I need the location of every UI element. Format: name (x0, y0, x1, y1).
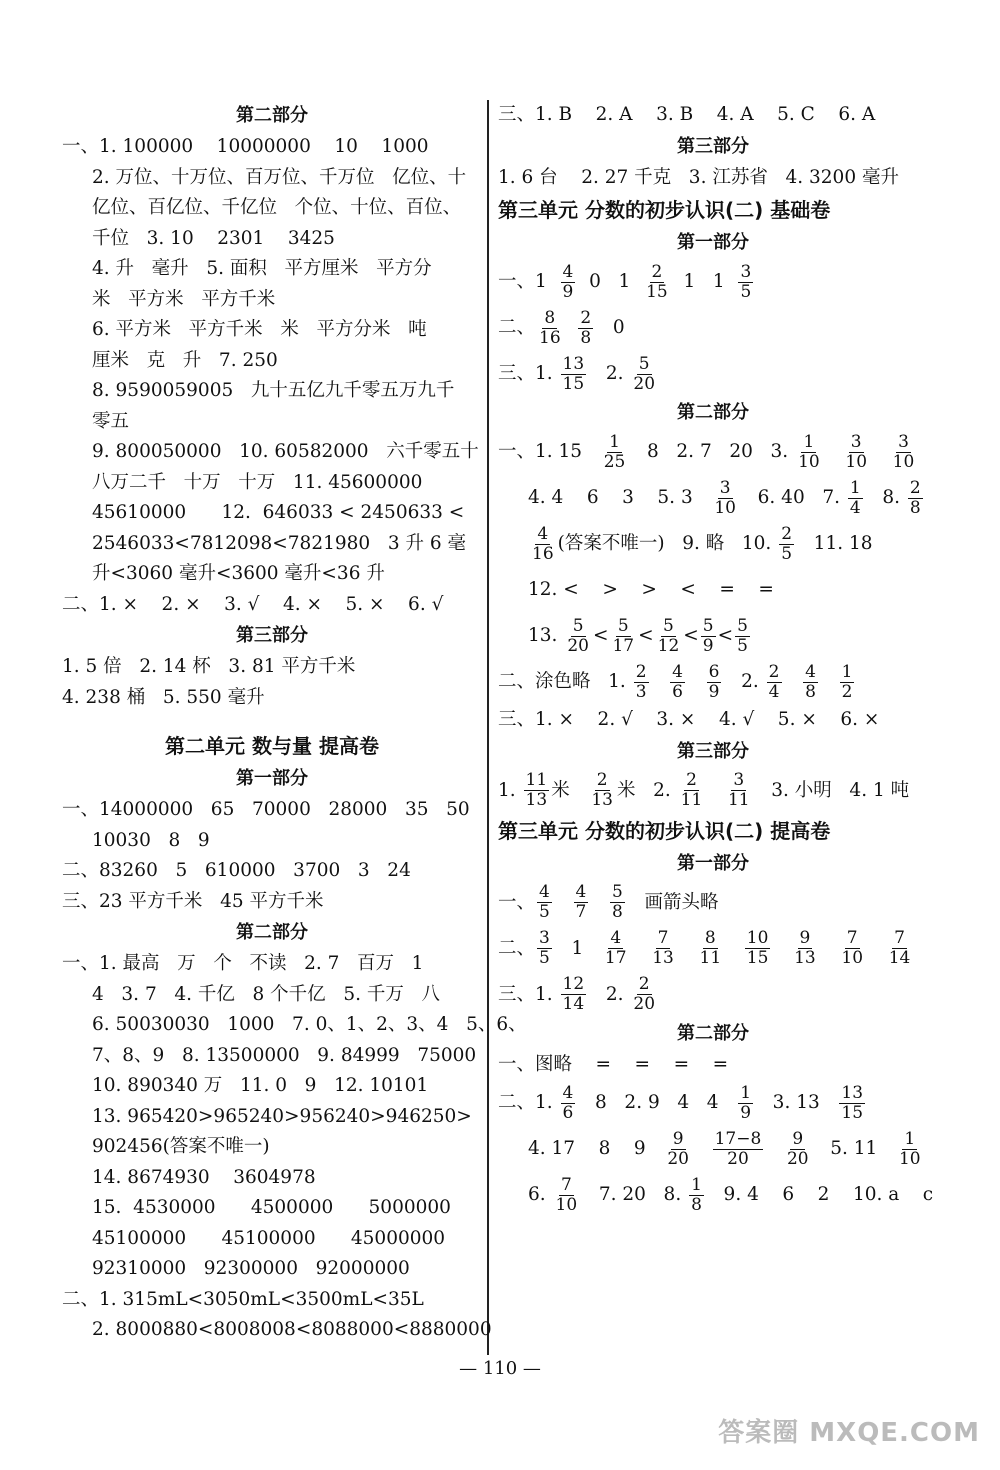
denominator: 5 (737, 635, 748, 656)
fraction (561, 975, 587, 1014)
numerator: 9 (792, 1128, 804, 1149)
text: 二、 (498, 937, 536, 959)
answer-line: 4 3. 7 4. 千亿 8 个千亿 5. 千万 八 (92, 983, 440, 1005)
numerator: 2 (580, 307, 592, 328)
numerator: 9 (799, 928, 811, 948)
text: 二、涂色略 1. (498, 671, 632, 692)
denominator: 8 (909, 497, 921, 518)
denominator: 10 (841, 948, 864, 968)
answer-line (498, 613, 928, 659)
fraction (554, 1176, 580, 1215)
denominator: 14 (562, 994, 585, 1014)
answer-line: 10. 890340 万 11. 0 9 12. 10101 (92, 1075, 429, 1096)
denominator: 12 (657, 635, 680, 656)
fraction (713, 1130, 764, 1169)
answer-line: 亿位、百亿位、千亿位 个位、十位、百位、 (92, 197, 462, 218)
denominator: 17 (612, 635, 635, 656)
page-number: — 110 — (459, 1358, 541, 1379)
answer-line: 千位 3. 10 2301 3425 (92, 227, 335, 249)
right-column (498, 100, 934, 1218)
text (871, 441, 889, 462)
denominator: 9 (562, 281, 574, 302)
section-heading: 第三部分 (677, 135, 749, 157)
text: 12. < > > < = = (528, 579, 774, 600)
answer-line: 八万二千 十万 十万 11. 45600000 (92, 471, 423, 493)
answer-line: 902456(答案不唯一) (92, 1136, 270, 1157)
fraction (698, 929, 724, 968)
denominator: 20 (727, 1148, 749, 1169)
answer-line: 2546033<7812098<7821980 3 升 6 毫 (92, 532, 467, 554)
numerator: 5 (663, 615, 674, 636)
fraction (561, 1084, 576, 1123)
answer-line: 7、8、9 8. 13500000 9. 84999 75000 (92, 1044, 477, 1066)
numerator: 12 (562, 974, 585, 994)
fraction (578, 309, 593, 348)
text: 6. 40 7. (740, 487, 846, 508)
answer-line (498, 259, 928, 305)
denominator: 25 (603, 451, 626, 472)
answer-line: 45100000 45100000 45000000 (92, 1227, 446, 1249)
text: 画箭头略 (626, 891, 719, 913)
denominator: 2 (841, 681, 853, 702)
fraction (537, 309, 563, 348)
answer-line (498, 1126, 928, 1172)
denominator: 15 (562, 373, 585, 394)
answer-line: 8. 9590059005 九十五亿九千零五万九千 (92, 380, 455, 401)
denominator: 10 (892, 451, 915, 472)
numerator: 1 (803, 431, 815, 452)
numerator: 1 (609, 431, 620, 452)
fraction (610, 883, 625, 922)
text (725, 938, 743, 959)
text (772, 938, 790, 959)
denominator: 5 (740, 281, 752, 302)
numerator: 5 (572, 615, 584, 636)
text: 米 (551, 779, 588, 801)
numerator: 1 (841, 661, 853, 682)
text: 二、 (498, 317, 536, 338)
numerator: 5 (737, 615, 748, 636)
text (590, 892, 608, 913)
denominator: 6 (562, 1102, 574, 1123)
fraction (689, 1176, 704, 1215)
denominator: 8 (580, 327, 592, 348)
answer-line (498, 768, 928, 814)
fraction (712, 479, 738, 518)
denominator: 9 (702, 635, 714, 656)
answer-line: 二、1. 315mL<3050mL<3500mL<35L (62, 1288, 424, 1310)
answer-line: 一、14000000 65 70000 28000 35 50 (62, 799, 470, 820)
answer-line (498, 1172, 934, 1218)
answer-line (498, 521, 928, 567)
fraction (843, 433, 869, 472)
text: < (592, 625, 609, 646)
text: 0 (595, 317, 625, 338)
denominator: 10 (898, 1148, 921, 1169)
numerator: 4 (610, 928, 622, 948)
answer-line: 92310000 92300000 92000000 (92, 1258, 410, 1279)
numerator: 2 (909, 477, 921, 498)
text: 1. (498, 779, 522, 801)
denominator: 4 (849, 497, 861, 518)
text: 1 (553, 937, 601, 959)
answer-line: 二、83260 5 610000 3700 3 24 (62, 860, 411, 881)
denominator: 16 (532, 543, 554, 564)
text: (答案不唯一) 9. 略 10. (557, 533, 778, 554)
unit-title: 第三单元 分数的初步认识(二) 基础卷 (498, 198, 831, 222)
denominator: 14 (888, 948, 911, 968)
numerator: 17−8 (714, 1128, 762, 1149)
denominator: 3 (635, 681, 647, 702)
denominator: 11 (699, 948, 722, 968)
denominator: 9 (708, 681, 720, 702)
fraction (726, 771, 752, 810)
numerator: 2 (635, 661, 647, 682)
unit-title: 第三单元 分数的初步认识(二) 提高卷 (498, 818, 831, 843)
fraction (670, 663, 685, 702)
answer-line: 1. 5 倍 2. 14 杯 3. 81 平方千米 (62, 656, 356, 677)
numerator: 4 (539, 882, 550, 902)
text (784, 671, 802, 692)
fraction (631, 975, 657, 1014)
text (693, 1138, 711, 1159)
text: 6. (528, 1184, 552, 1205)
text: 4. 4 6 3 5. 3 (528, 487, 711, 508)
denominator: 17 (604, 948, 627, 968)
fraction (650, 929, 676, 968)
denominator: 20 (786, 1148, 809, 1169)
watermark: 答案圈 MXQE.COM (718, 1418, 980, 1448)
denominator: 11 (727, 790, 750, 810)
answer-line: 一、1. 100000 10000000 10 1000 (62, 136, 429, 157)
answer-line: 1. 6 台 2. 27 千克 3. 江苏省 4. 3200 毫升 (498, 166, 899, 188)
text: 二、1. (498, 1092, 559, 1113)
fraction (524, 771, 550, 810)
denominator: 10 (555, 1194, 578, 1215)
numerator: 5 (638, 353, 650, 374)
fraction (530, 525, 556, 564)
fraction (644, 263, 670, 302)
numerator: 7 (894, 928, 905, 948)
answer-line: 13. 965420>965240>956240>946250> (92, 1105, 472, 1127)
fraction (785, 1130, 811, 1169)
fraction (908, 479, 923, 518)
denominator: 8 (805, 681, 816, 702)
denominator: 13 (652, 948, 674, 968)
fraction (561, 355, 587, 394)
denominator: 5 (539, 948, 550, 968)
numerator: 7 (846, 928, 858, 948)
text: 13. (528, 625, 564, 646)
unit-title: 第二单元 数与量 提高卷 (165, 734, 379, 758)
fraction (803, 663, 818, 702)
denominator: 13 (794, 948, 816, 968)
numerator: 4 (805, 661, 816, 682)
numerator: 3 (719, 477, 731, 498)
denominator: 20 (567, 635, 589, 656)
text (820, 938, 838, 959)
fraction (735, 617, 750, 656)
fraction (561, 263, 576, 302)
denominator: 8 (691, 1194, 702, 1215)
section-heading: 第一部分 (677, 232, 749, 253)
text (565, 317, 577, 338)
fraction (679, 771, 705, 810)
numerator: 3 (539, 928, 550, 948)
denominator: 20 (667, 1148, 689, 1169)
denominator: 5 (539, 902, 550, 922)
answer-line: 6. 50030030 1000 7. 0、1、2、3、4 5、6、 (92, 1014, 527, 1035)
text: 0 1 (577, 271, 643, 292)
answer-line (498, 926, 928, 972)
text: 8 2. 7 20 3. (629, 441, 795, 462)
denominator: 20 (633, 994, 656, 1014)
answer-line: 二、1. × 2. × 3. √ 4. × 5. × 6. √ (62, 593, 444, 615)
numerator: 7 (560, 1174, 572, 1195)
answer-line: 4. 升 毫升 5. 面积 平方厘米 平方分 (92, 258, 432, 279)
text (651, 671, 669, 692)
answer-line: 三、1. B 2. A 3. B 4. A 5. C 6. A (498, 104, 876, 125)
numerator: 4 (575, 882, 587, 902)
text: 2. (588, 363, 630, 384)
denominator: 13 (591, 790, 613, 810)
text: < (717, 625, 734, 646)
fraction (537, 883, 552, 922)
text: 一、1 (498, 271, 559, 292)
answer-line: 升<3060 毫升<3600 毫升<36 升 (92, 563, 385, 584)
answer-line: 45610000 12. 646033 < 2450633 < (92, 502, 465, 523)
text: 3. 13 (755, 1092, 838, 1113)
text: 三、1. (498, 983, 559, 1005)
denominator: 6 (672, 681, 683, 702)
numerator: 9 (672, 1128, 684, 1149)
answer-line: 三、1. × 2. √ 3. × 4. √ 5. × 6. × (498, 709, 880, 730)
answer-line: 米 平方米 平方千米 (92, 288, 276, 310)
text (824, 441, 842, 462)
fraction (574, 883, 589, 922)
spacer (62, 713, 482, 729)
text: < (683, 625, 699, 646)
fraction (603, 929, 629, 968)
section-heading: 第一部分 (677, 852, 749, 874)
answer-line: 一、图略 = = = = (498, 1053, 729, 1075)
numerator: 1 (904, 1128, 916, 1149)
numerator: 5 (611, 882, 623, 902)
answer-line (498, 1080, 928, 1126)
answer-line (498, 351, 928, 397)
fraction (891, 433, 917, 472)
fraction (602, 433, 628, 472)
text (554, 892, 572, 913)
text: 4. 17 8 9 (528, 1138, 664, 1159)
numerator: 4 (537, 523, 549, 544)
text: 2. (723, 671, 765, 692)
answer-line: 6. 平方米 平方千米 米 平方分米 吨 (92, 319, 427, 340)
denominator: 9 (740, 1102, 752, 1123)
fraction (848, 479, 863, 518)
fraction (631, 355, 657, 394)
numerator: 1 (691, 1174, 702, 1195)
text (706, 780, 724, 801)
answer-line: 14. 8674930 3604978 (92, 1166, 316, 1188)
numerator: 11 (525, 770, 548, 790)
numerator: 3 (850, 431, 862, 452)
numerator: 6 (708, 661, 720, 682)
fraction (792, 929, 818, 968)
text: 3. 小明 4. 1 吨 (753, 779, 910, 801)
text: 5. 11 (812, 1138, 895, 1159)
text (867, 938, 885, 959)
numerator: 3 (740, 261, 752, 282)
numerator: 8 (704, 928, 716, 948)
column-divider (487, 100, 489, 1355)
text: 2. (588, 983, 630, 1005)
fraction (840, 663, 855, 702)
answer-line (498, 659, 928, 705)
fraction (839, 1084, 865, 1123)
section-heading: 第二部分 (236, 922, 308, 943)
text (631, 938, 649, 959)
text: 11. 18 (796, 533, 873, 554)
section-heading: 第三部分 (236, 625, 308, 646)
denominator: 8 (611, 902, 623, 922)
section-heading: 第三部分 (677, 740, 749, 762)
numerator: 2 (686, 770, 697, 790)
answer-line (498, 880, 928, 926)
answer-line: 10030 8 9 (92, 829, 210, 851)
numerator: 4 (672, 661, 683, 682)
fraction (839, 929, 865, 968)
fraction (897, 1130, 923, 1169)
answer-line: 一、1. 最高 万 个 不读 2. 7 百万 1 (62, 953, 424, 974)
numerator: 1 (740, 1082, 752, 1103)
fraction (610, 617, 636, 656)
answer-line: 9. 800050000 10. 60582000 六千零五十 (92, 441, 479, 462)
fraction (779, 525, 794, 564)
numerator: 5 (617, 615, 629, 636)
numerator: 7 (657, 928, 669, 948)
denominator: 10 (714, 497, 736, 518)
numerator: 1 (849, 477, 861, 498)
numerator: 2 (651, 261, 663, 282)
fraction (738, 1084, 753, 1123)
text: 9. 4 6 2 10. a c (705, 1184, 934, 1205)
answer-line: 4. 238 桶 5. 550 毫升 (62, 686, 265, 708)
fraction (796, 433, 822, 472)
fraction (701, 617, 716, 656)
answer-line: 15. 4530000 4500000 5000000 (92, 1197, 451, 1218)
numerator: 13 (562, 353, 585, 374)
numerator: 3 (898, 431, 909, 452)
denominator: 7 (575, 902, 587, 922)
fraction (537, 929, 552, 968)
fraction (589, 771, 615, 810)
answer-line (498, 567, 928, 613)
text: 1 1 (671, 271, 737, 292)
answer-line: 2. 万位、十万位、百万位、千万位 亿位、十 (92, 166, 467, 188)
text: 7. 20 8. (581, 1184, 688, 1205)
numerator: 4 (562, 261, 574, 282)
numerator: 8 (544, 307, 556, 328)
fraction (634, 663, 649, 702)
denominator: 16 (539, 327, 561, 348)
answer-line (498, 972, 928, 1018)
text: 米 2. (616, 779, 677, 801)
numerator: 10 (746, 928, 769, 948)
denominator: 13 (525, 790, 548, 810)
text: 三、1. (498, 363, 559, 384)
fraction (745, 929, 771, 968)
answer-line: 零五 (92, 410, 130, 432)
answer-line: 厘米 克 升 7. 250 (92, 349, 278, 371)
numerator: 2 (638, 974, 650, 994)
answer-line: 2. 8000880<8008008<8088000<8880000 (92, 1319, 492, 1340)
text (820, 671, 838, 692)
section-heading: 第二部分 (677, 1022, 749, 1044)
denominator: 10 (845, 451, 868, 472)
fraction (767, 663, 782, 702)
answer-line (498, 429, 928, 475)
numerator: 4 (562, 1082, 574, 1103)
denominator: 15 (746, 948, 769, 968)
numerator: 2 (768, 661, 780, 682)
text (678, 938, 696, 959)
fraction (707, 663, 722, 702)
fraction (887, 929, 913, 968)
numerator: 5 (702, 615, 714, 636)
denominator: 10 (798, 451, 820, 472)
fraction (565, 617, 591, 656)
text (765, 1138, 783, 1159)
fraction (738, 263, 753, 302)
denominator: 5 (781, 543, 793, 564)
denominator: 11 (680, 790, 703, 810)
fraction (665, 1130, 691, 1169)
numerator: 3 (733, 770, 745, 790)
text: < (638, 625, 654, 646)
section-heading: 第一部分 (236, 768, 308, 789)
text (687, 671, 705, 692)
section-heading: 第二部分 (677, 402, 749, 423)
text: 8. (864, 487, 906, 508)
numerator: 2 (596, 770, 608, 790)
text: 一、1. 15 (498, 441, 600, 462)
denominator: 20 (633, 373, 656, 394)
left-column (62, 100, 527, 1346)
denominator: 4 (768, 681, 780, 702)
text: 一、 (498, 891, 536, 913)
answer-line (498, 305, 928, 351)
text: 8 2. 9 4 4 (577, 1092, 737, 1113)
answer-line: 三、23 平方千米 45 平方千米 (62, 890, 324, 912)
numerator: 2 (781, 523, 793, 544)
numerator: 13 (841, 1082, 864, 1103)
fraction (656, 617, 682, 656)
denominator: 15 (841, 1102, 864, 1123)
denominator: 15 (646, 281, 668, 302)
section-heading: 第二部分 (236, 105, 308, 126)
answer-line (498, 475, 928, 521)
